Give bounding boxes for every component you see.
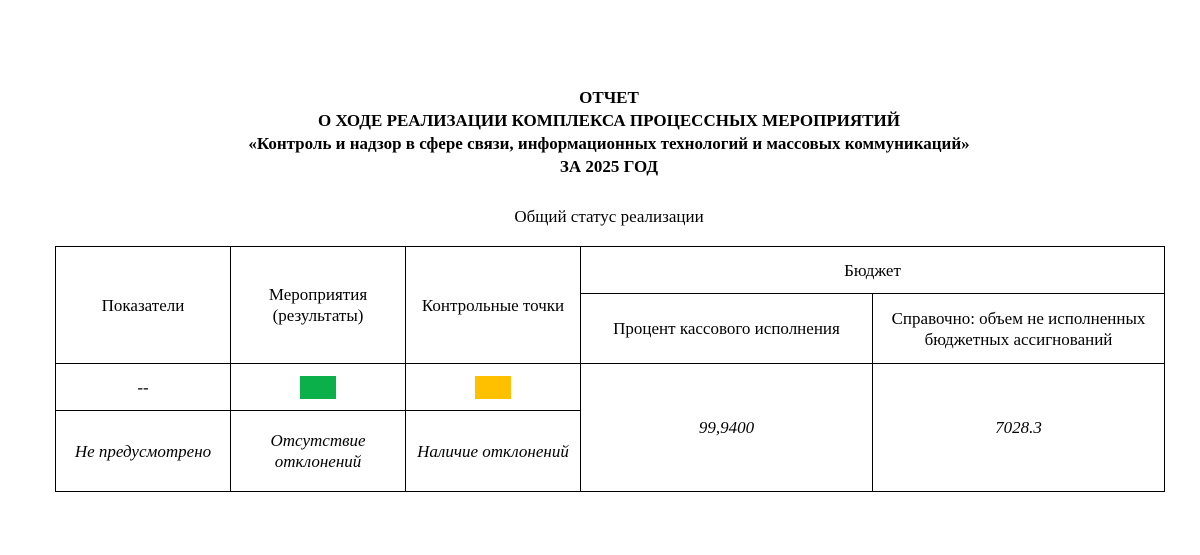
header-measures: Мероприятия (результаты) [231, 247, 406, 364]
green-status-indicator [300, 376, 336, 399]
indicators-mark-cell: -- [56, 364, 231, 411]
status-caption: Общий статус реализации [514, 207, 704, 226]
header-budget: Бюджет [581, 247, 1165, 294]
indicators-status-text: Не предусмотрено [56, 411, 231, 492]
header-indicators: Показатели [56, 247, 231, 364]
cash-execution-value: 99,9400 [581, 364, 873, 492]
title-line-progress: О ХОДЕ РЕАЛИЗАЦИИ КОМПЛЕКСА ПРОЦЕССНЫХ МЕРОПРИЯТИЙ [318, 111, 900, 130]
header-cash-execution: Процент кассового исполнения [581, 294, 873, 364]
yellow-status-indicator [475, 376, 511, 399]
measures-status-text: Отсутствие отклонений [231, 411, 406, 492]
checkpoints-status-cell [406, 364, 581, 411]
header-unexecuted-budget: Справочно: объем не исполненных бюджетных ассигнований [873, 294, 1165, 364]
unexecuted-budget-value: 7028.3 [873, 364, 1165, 492]
header-checkpoints: Контрольные точки [406, 247, 581, 364]
measures-status-cell [231, 364, 406, 411]
title-line-year: ЗА 2025 ГОД [559, 157, 659, 176]
title-line-report: ОТЧЕТ [579, 88, 639, 107]
status-table [55, 246, 1165, 492]
checkpoints-status-text: Наличие отклонений [406, 411, 581, 492]
title-line-program-name: «Контроль и надзор в сфере связи, информационных технологий и массовых коммуникаций» [248, 134, 970, 153]
report-title [0, 86, 1200, 178]
